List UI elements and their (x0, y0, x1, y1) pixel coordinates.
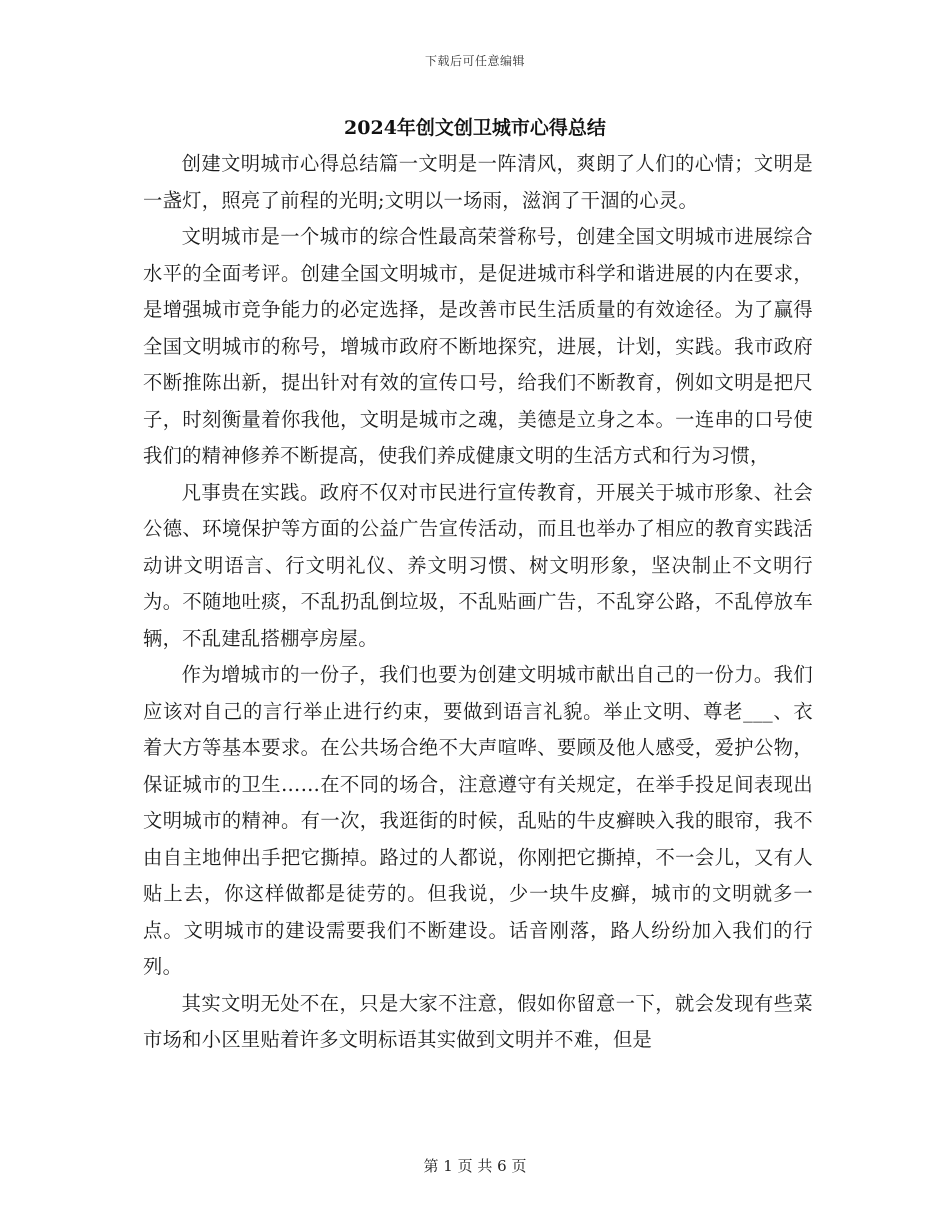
document-title: 2024年创文创卫城市心得总结 (344, 117, 606, 139)
header-note: 下载后可任意编辑 (424, 54, 525, 68)
paragraph: 文明城市是一个城市的综合性最高荣誉称号，创建全国文明城市进展综合水平的全面考评。创建全国文明城市，是促进城市科学和谐进展的内在要求，是增强城市竞争能力的必定选择，是改善市民生活质量的有效途径。为了赢得全国文明城市的称号，增城市政府不断地探究，进展，计划，实践。我市政府不断推陈出新，提出针对有效的宣传口号，给我们不断教育，例如文明是把尺子，时刻衡量着你我他，文明是城市之魂，美德是立身之本。一连串的口号使我们的精神修养不断提高，使我们养成健康文明的生活方式和行为习惯， (143, 225, 813, 467)
page-indicator: 第 1 页 共 6 页 (423, 1157, 527, 1175)
document-body (143, 146, 813, 1059)
paragraph: 凡事贵在实践。政府不仅对市民进行宣传教育，开展关于城市形象、社会公德、环境保护等方面的公益广告宣传活动，而且也举办了相应的教育实践活动讲文明语言、行文明礼仪、养文明习惯、树文明形象，坚决制止不文明行为。不随地吐痰，不乱扔乱倒垃圾，不乱贴画广告，不乱穿公路，不乱停放车辆，不乱建乱搭棚亭房屋。 (143, 480, 813, 650)
paragraph: 创建文明城市心得总结篇一文明是一阵清风，爽朗了人们的心情；文明是一盏灯，照亮了前程的光明;文明以一场雨，滋润了干涸的心灵。 (143, 152, 813, 212)
paragraph: 作为增城市的一份子，我们也要为创建文明城市献出自己的一份力。我们应该对自己的言行举止进行约束，要做到语言礼貌。举止文明、尊老___、衣着大方等基本要求。在公共场合绝不大声喧哗、要顾及他人感受，爱护公物，保证城市的卫生……在不同的场合，注意遵守有关规定，在举手投足间表现出文明城市的精神。有一次，我逛街的时候，乱贴的牛皮癣映入我的眼帘，我不由自主地伸出手把它撕掉。路过的人都说，你刚把它撕掉，不一会儿，又有人贴上去，你这样做都是徒劳的。但我说，少一块牛皮癣，城市的文明就多一点。文明城市的建设需要我们不断建设。话音刚落，路人纷纷加入我们的行列。 (143, 663, 813, 978)
paragraph: 其实文明无处不在，只是大家不注意，假如你留意一下，就会发现有些菜市场和小区里贴着许多文明标语其实做到文明并不难，但是 (143, 991, 813, 1051)
